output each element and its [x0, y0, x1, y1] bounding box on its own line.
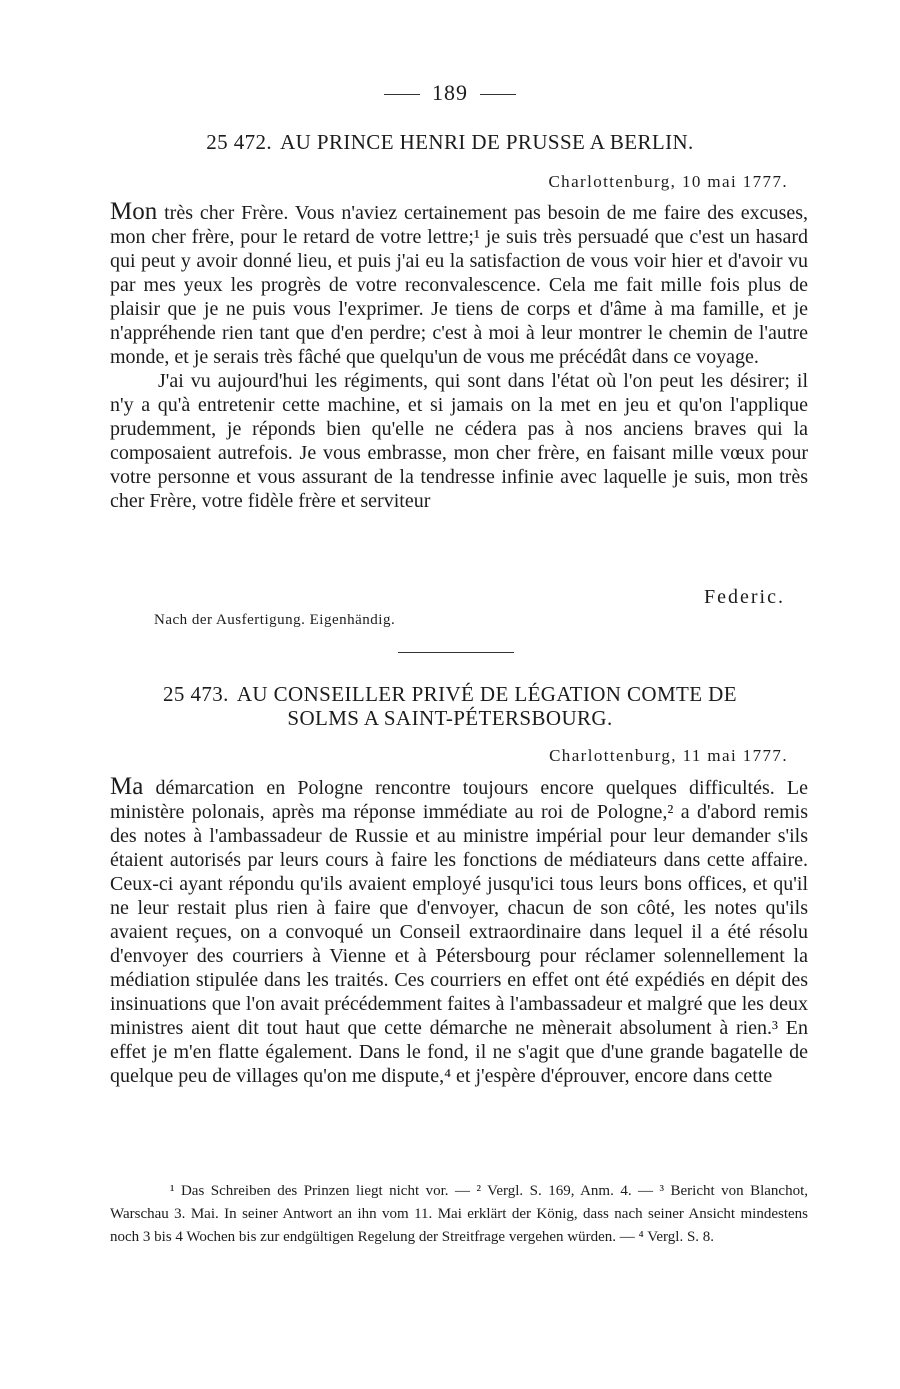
letter1-source-note: Nach der Ausfertigung. Eigenhändig.	[154, 612, 396, 628]
letter1-paragraph-1	[110, 200, 808, 369]
letter2-title-line-1: AU CONSEILLER PRIVÉ DE LÉGATION COMTE DE	[236, 682, 737, 706]
page-number-dash-right	[480, 94, 516, 95]
letter2-heading	[0, 682, 900, 730]
letter2-title-line-2: SOLMS A SAINT-PÉTERSBOURG.	[287, 706, 613, 730]
letter2-heading-line-1	[0, 682, 900, 706]
footnotes	[110, 1180, 808, 1249]
letter2-opening-word: Ma	[110, 773, 144, 800]
letter2-paragraph-1-text: démarcation en Pologne rencontre toujours encore quelques difficultés. Le ministère polonais, après ma réponse immédiate au roi de Pologne,² a d'abord remis des notes à l'ambassadeur de Russie et au ministre impérial pour leur demander s'ils étaient autorisés par leurs cours à faire les fonctions de médiateurs dans cette affaire. Ceux-ci ayant répondu qu'ils avaient employé jusqu'ici tous leurs bons offices, et qu'il ne leur restait plus rien à faire que d'envoyer, chacun de son côté, les notes qu'ils avaient reçues, on a convoqué un Conseil extraordinaire dans lequel il a été résolu d'envoyer des courriers à Vienne et à Pétersbourg pour réclamer solennellement la médiation stipulée dans les traités. Ces courriers en effet ont été expédiés en dépit des insinuations que l'on avait précédemment faites à l'ambassadeur et malgré que les deux ministres aient dit tout haut que cette démarche ne mènerait absolument à rien.³ En effet je m'en flatte également. Dans le fond, il ne s'agit que d'une grande bagatelle de quelque peu de villages qu'on me dispute,⁴ et j'espère d'éprouver, encore dans cette	[110, 777, 808, 1087]
letter2-number: 25 473.	[163, 682, 229, 706]
page-number-dash-left	[384, 94, 420, 95]
letter1-heading	[0, 130, 900, 154]
page-number	[0, 80, 900, 106]
footnotes-text: ¹ Das Schreiben des Prinzen liegt nicht vor. — ² Vergl. S. 169, Anm. 4. — ³ Bericht von Blanchot, Warschau 3. Mai. In seiner Antwort an ihn vom 11. Mai erklärt der König, dass nach seiner Ansicht mindestens noch 3 bis 4 Wochen bis zur endgültigen Regelung der Streitfrage vergehen würden. — ⁴ Vergl. S. 8.	[110, 1183, 808, 1245]
letter1-opening-word: Mon	[110, 198, 158, 225]
letter1-body	[110, 200, 808, 513]
section-separator	[398, 652, 514, 653]
letter2-dateline: Charlottenburg, 11 mai 1777.	[549, 746, 788, 765]
letter1-paragraph-1-text: très cher Frère. Vous n'aviez certainement pas besoin de me faire des excuses, mon cher frère, pour le retard de votre lettre;¹ je suis très persuadé que c'est un hasard qui peut y avoir donné lieu, et puis j'ai eu la satisfaction de vous voir hier et d'avoir vu par mes yeux les progrès de votre reconvalescence. Cela me fait mille fois plus de plaisir que je ne puis vous l'exprimer. Je tiens de corps et d'âme à ma famille, et je n'appréhende rien tant que d'en perdre; c'est à moi à leur montrer le chemin de l'autre monde, et je serais très fâché que quelqu'un de vous me précédât dans ce voyage.	[110, 202, 809, 368]
letter2-paragraph-1	[110, 775, 808, 1088]
letter1-paragraph-2: J'ai vu aujourd'hui les régiments, qui sont dans l'état où l'on peut les désirer; il n'y a qu'à entretenir cette machine, et si jamais on la met en jeu et qu'on l'applique prudemment, je réponds bien qu'elle ne cédera pas à nos anciens braves qui la composaient autrefois. Je vous embrasse, mon cher frère, en faisant mille vœux pour votre personne et vous assurant de la tendresse infinie avec laquelle je suis, mon très cher Frère, votre fidèle frère et serviteur	[110, 370, 808, 512]
letter1-signature: Federic.	[704, 586, 785, 608]
letter1-title: AU PRINCE HENRI DE PRUSSE A BERLIN.	[280, 130, 694, 154]
page-number-text: 189	[432, 80, 468, 105]
letter1-dateline: Charlottenburg, 10 mai 1777.	[548, 172, 788, 191]
letter1-number: 25 472.	[206, 130, 273, 154]
letter2-body	[110, 775, 808, 1088]
